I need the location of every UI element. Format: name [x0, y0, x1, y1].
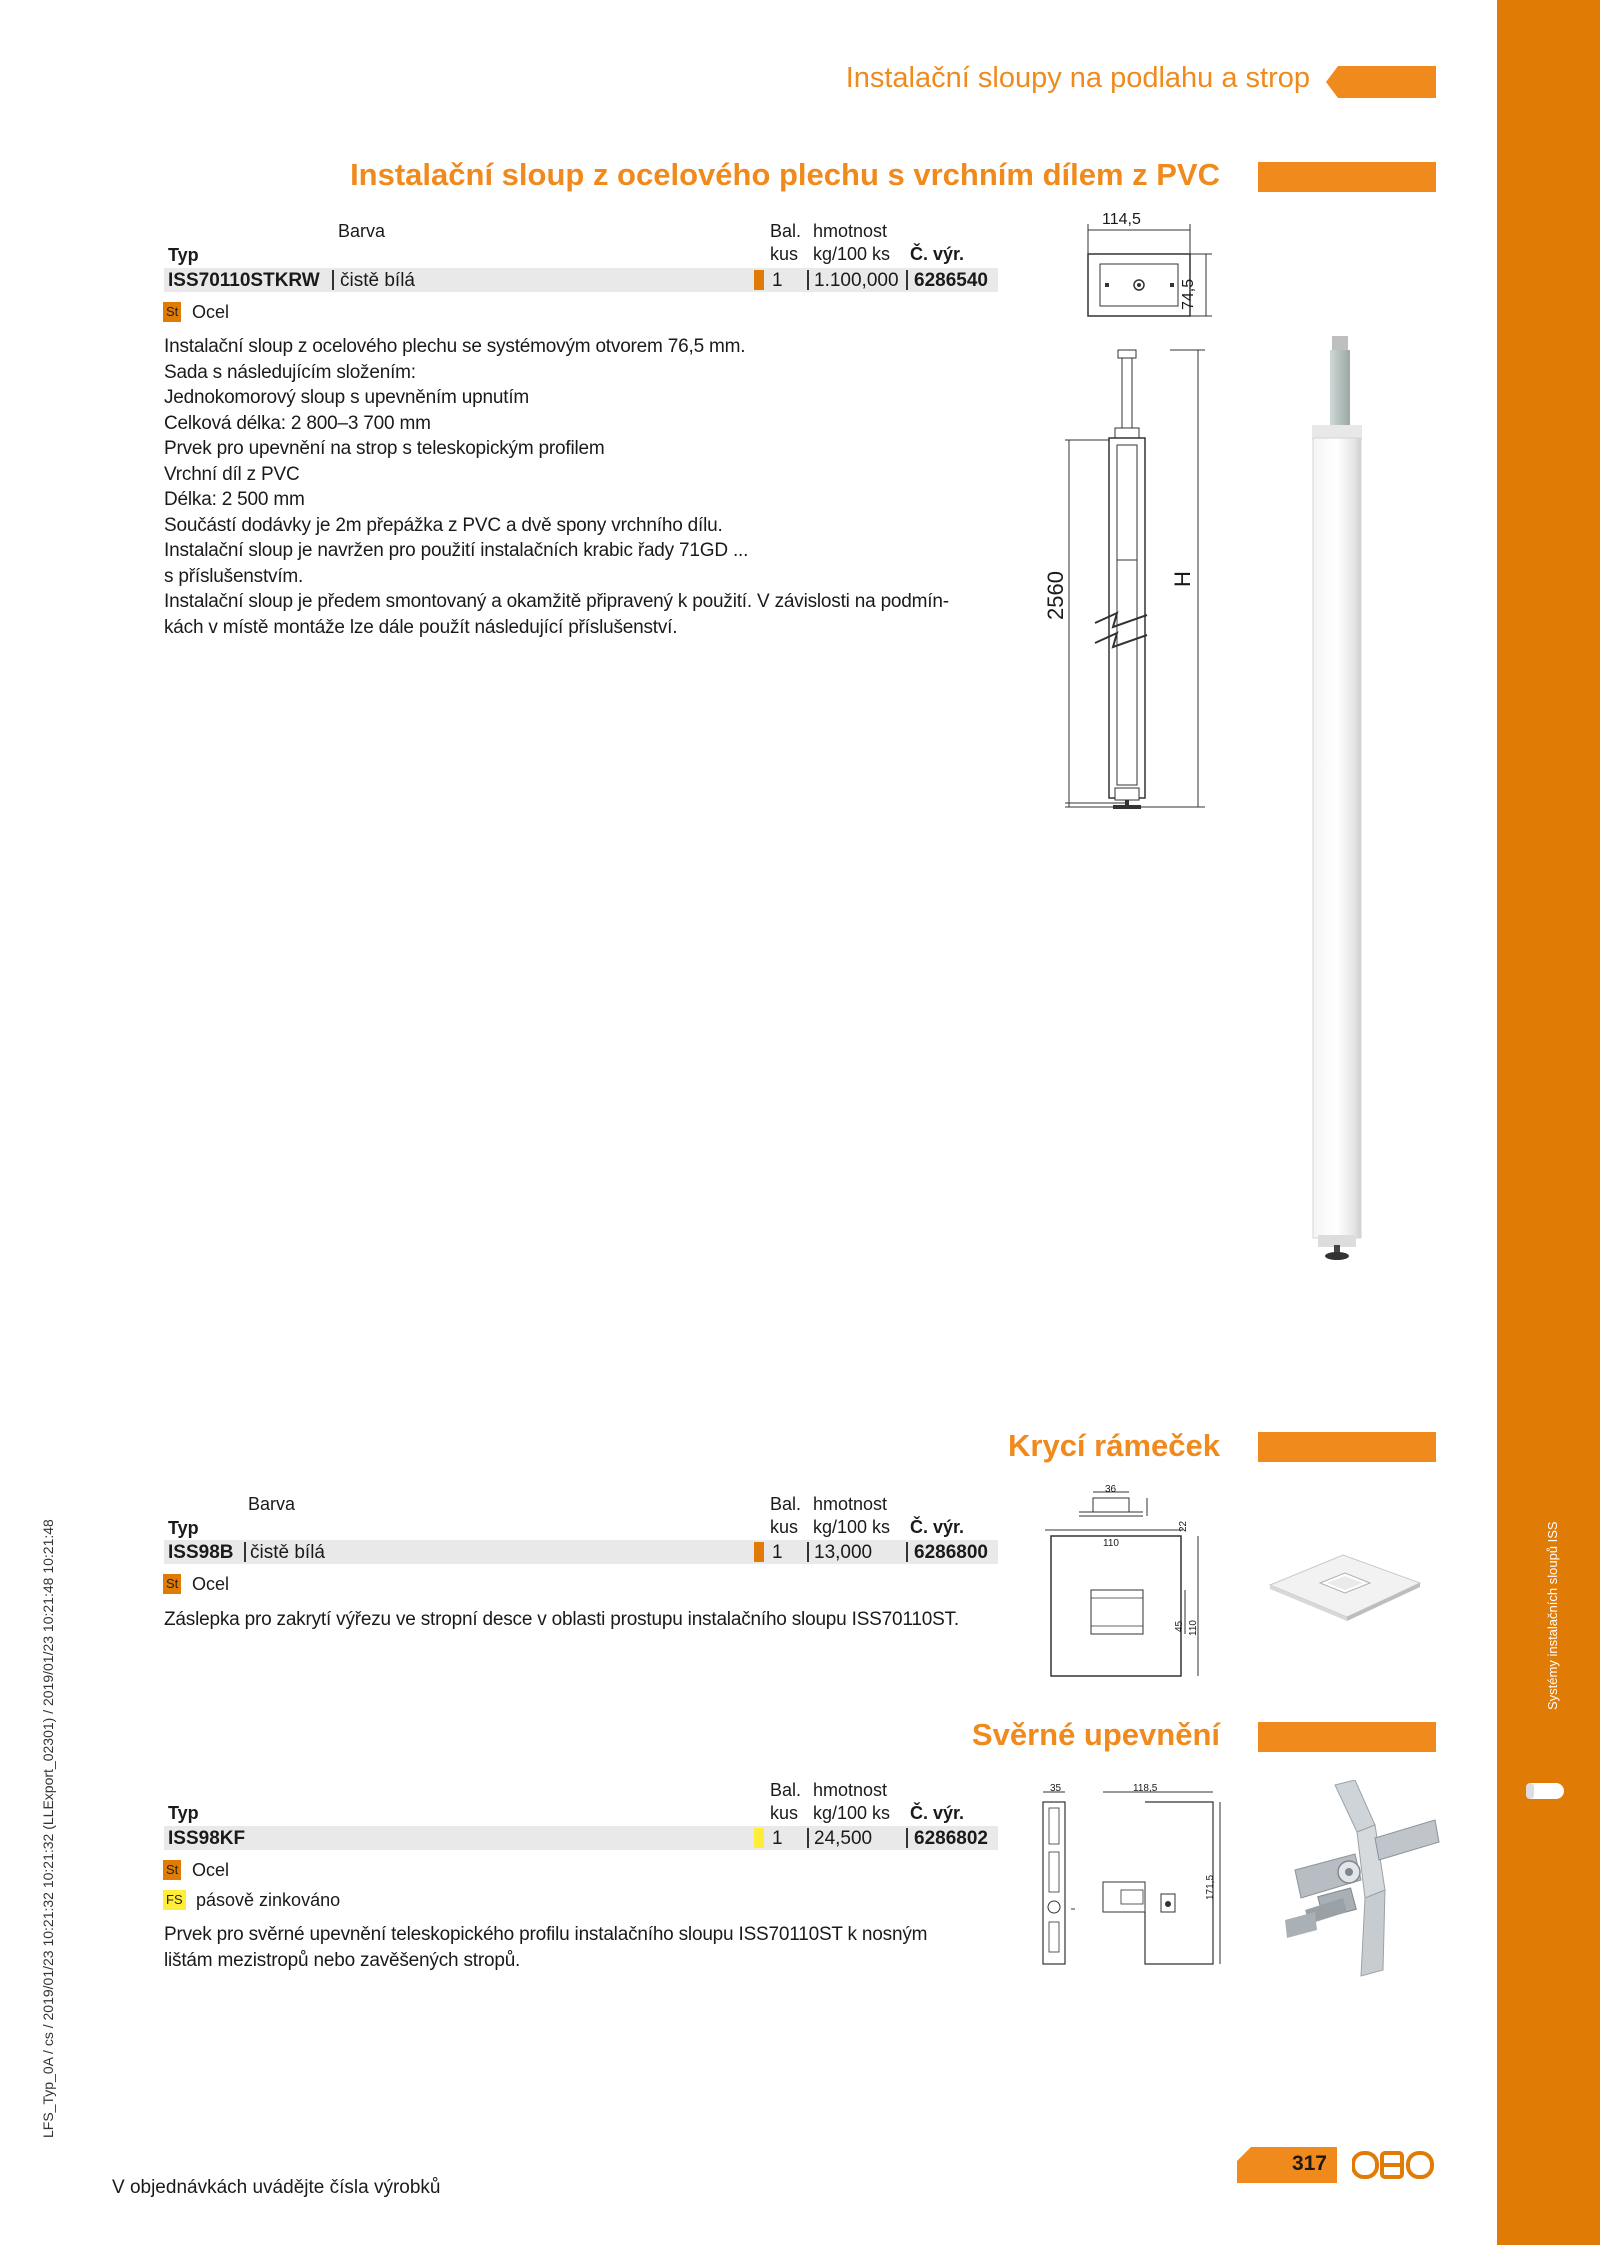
side-strip	[1497, 0, 1600, 2245]
dim-c-label: 171,5	[1205, 1874, 1216, 1900]
material-badge: St	[163, 1860, 181, 1880]
dim-width-label: 114,5	[1102, 211, 1141, 228]
dim-c-label: 110	[1103, 1538, 1119, 1549]
page-header-title: Instalační sloupy na podlahu a strop	[845, 62, 1310, 94]
row-hmotnost: 13,000	[814, 1542, 873, 1563]
product-description: Instalační sloup z ocelového plechu se systémovým otvorem 76,5 mm. Sada s následujícím složením: Jednokomorový sloup s upevněním upnutím Celková délka: 2 800–3 700 mm Prvek pro upevnění na strop s teleskopickým profilem Vrchní díl z PVC Délka: 2 500 mm Součástí dodávky je 2m přepážka z PVC a dvě spony vrchního dílu. Instalační sloup je navržen pro použití instalačních krabic řady 71GD ... s příslušenstvím. Instalační sloup je předem smontovaný a okamžitě připravený k použití. V závislosti na podmín- kách v místě montáže lze dále použít následující příslušenství.	[164, 336, 949, 638]
col-hmotnost: hmotnost	[813, 1780, 888, 1800]
col-bal-unit: kus	[770, 244, 799, 264]
col-cvyr: Č. výr.	[910, 1803, 965, 1823]
row-cvyr: 6286540	[914, 270, 988, 291]
material-badge: St	[163, 1574, 181, 1594]
row-hmotnost: 24,500	[814, 1828, 873, 1849]
col-hmotnost-unit: kg/100 ks	[813, 1517, 891, 1537]
dim-d-label: 45	[1174, 1620, 1185, 1632]
material-label: Ocel	[192, 302, 230, 322]
col-typ: Typ	[168, 1518, 199, 1538]
col-bal-unit: kus	[770, 1803, 799, 1823]
section-title-frame: Krycí rámeček	[1008, 1428, 1220, 1463]
section-bar	[1258, 162, 1436, 192]
col-hmotnost: hmotnost	[813, 1494, 888, 1514]
material-color-mark	[754, 270, 764, 290]
side-chapter-label: Systémy instalačních sloupů ISS	[1545, 1521, 1560, 1710]
row-bal: 1	[772, 270, 783, 291]
dim-depth-label: 74,5	[1180, 278, 1197, 310]
col-hmotnost-unit: kg/100 ks	[813, 244, 891, 264]
row-hmotnost: 1.100,000	[814, 270, 899, 291]
table-row	[164, 1826, 998, 1850]
frame-drawing	[1035, 1483, 1210, 1693]
dim-b-label: 22	[1178, 1520, 1189, 1532]
row-typ: ISS70110STKRW	[168, 270, 320, 291]
col-cvyr: Č. výr.	[910, 1517, 965, 1537]
product-description: Prvek pro svěrné upevnění teleskopického profilu instalačního sloupu ISS70110ST k nosným lištám mezistropů nebo zavěšených stropů.	[164, 1924, 928, 1971]
col-bal: Bal.	[770, 1780, 802, 1800]
table-row	[164, 1540, 998, 1564]
col-cvyr: Č. výr.	[910, 244, 965, 264]
dim-length-label: 2560	[1043, 571, 1068, 620]
section-bar	[1258, 1722, 1436, 1752]
dim-height-label: H	[1170, 571, 1195, 587]
col-hmotnost: hmotnost	[813, 221, 888, 241]
material-color-mark	[754, 1542, 764, 1562]
material-label: Ocel	[192, 1574, 230, 1594]
col-typ: Typ	[168, 1803, 199, 1823]
print-info: LFS_Typ_0A / cs / 2019/01/23 10:21:32 10:21:32 (LLExport_02301) / 2019/01/23 10:21:48 10:21:48	[40, 1519, 56, 2138]
section-title-clamp: Svěrné upevnění	[971, 1717, 1220, 1752]
column-product-photo	[1300, 330, 1380, 1280]
coating-badge: FS	[163, 1890, 186, 1910]
clamp-drawing	[1035, 1782, 1225, 1972]
footer-note: V objednávkách uvádějte čísla výrobků	[112, 2177, 441, 2198]
row-barva: čistě bílá	[250, 1542, 325, 1563]
row-cvyr: 6286802	[914, 1828, 988, 1849]
material-badge: St	[163, 302, 181, 322]
material-label: Ocel	[192, 1860, 230, 1880]
dim-a-label: 35	[1050, 1783, 1062, 1794]
dim-e-label: 110	[1188, 1620, 1199, 1636]
col-bal: Bal.	[770, 1494, 802, 1514]
table-row	[164, 268, 998, 292]
product-description: Záslepka pro zakrytí výřezu ve stropní desce v oblasti prostupu instalačního sloupu ISS70110ST.	[164, 1609, 959, 1630]
row-bal: 1	[772, 1828, 783, 1849]
dim-b-label: 118,5	[1133, 1783, 1158, 1794]
col-hmotnost-unit: kg/100 ks	[813, 1803, 891, 1823]
material-color-mark	[754, 1828, 764, 1848]
row-barva: čistě bílá	[340, 270, 415, 291]
row-bal: 1	[772, 1542, 783, 1563]
clamp-product-photo	[1265, 1780, 1440, 1980]
coating-label: pásově zinkováno	[196, 1890, 341, 1910]
col-barva: Barva	[338, 221, 386, 241]
page-number: 317	[1291, 2152, 1327, 2175]
row-typ: ISS98B	[168, 1542, 234, 1563]
col-bal-unit: kus	[770, 1517, 799, 1537]
side-tab-icon	[1530, 1783, 1564, 1799]
col-typ: Typ	[168, 245, 199, 265]
col-barva: Barva	[248, 1494, 296, 1514]
col-bal: Bal.	[770, 221, 802, 241]
row-cvyr: 6286800	[914, 1542, 988, 1563]
frame-product-photo	[1265, 1545, 1425, 1625]
section-bar	[1258, 1432, 1436, 1462]
row-typ: ISS98KF	[168, 1828, 246, 1849]
section-title-column: Instalační sloup z ocelového plechu s vrchním dílem z PVC	[350, 157, 1220, 192]
header-arrow-bar	[1326, 66, 1436, 98]
dim-a-label: 36	[1105, 1484, 1117, 1495]
obo-logo	[1352, 2150, 1434, 2180]
